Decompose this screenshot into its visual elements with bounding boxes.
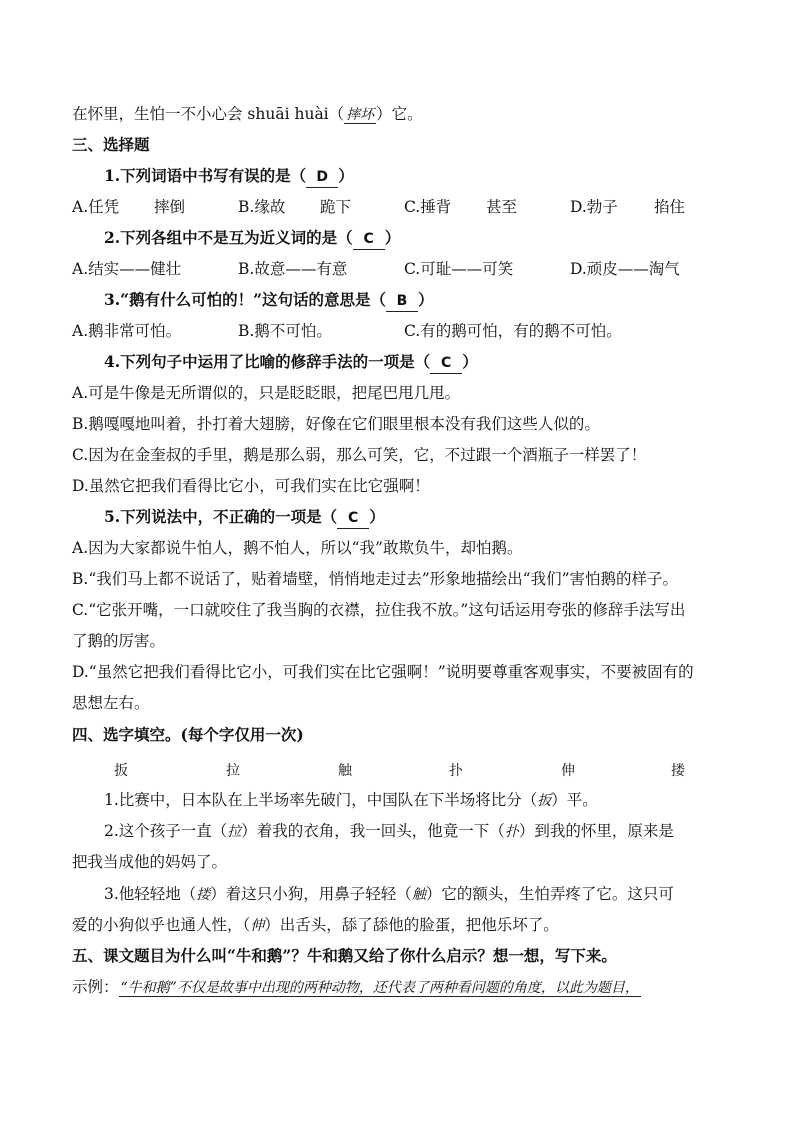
fill-sentence-2-cont: 把我当成他的妈妈了。	[72, 853, 228, 871]
answer-handwriting: 搂	[196, 887, 211, 903]
question-3: 3.“鹅有什么可怕的！”这句话的意思是（ B ）	[104, 290, 434, 312]
fill-sentence-1: 1.比赛中，日本队在上半场率先破门，中国队在下半场将比分（扳）平。	[104, 791, 598, 809]
answer-handwriting: 扑	[504, 824, 519, 840]
answer-blank: B	[386, 291, 418, 312]
section-title: 三、选择题	[72, 135, 150, 154]
fill-sentence-3-cont: 爱的小狗似乎也通人性，（伸）出舌头，舔了舔他的脸蛋，把他乐坏了。	[72, 916, 559, 934]
q4-option-b: B.鹅嘎嘎地叫着，扑打着大翅膀，好像在它们眼里根本没有我们这些人似的。	[72, 415, 600, 433]
answer-blank: C	[337, 508, 369, 529]
q5-option-a: A.因为大家都说牛怕人，鹅不怕人，所以“我”敢欺负牛，却怕鹅。	[72, 539, 523, 557]
answer-blank: D	[306, 167, 338, 188]
section-title: 四、选字填空。(每个字仅用一次)	[72, 725, 304, 744]
fill-sentence-2: 2.这个孩子一直（拉）着我的衣角，我一回头，他竟一下（扑）到我的怀里，原来是	[104, 822, 674, 840]
answer-blank: C	[353, 229, 385, 250]
answer-handwriting: 伸	[250, 918, 265, 934]
q4-option-c: C.因为在金奎叔的手里，鹅是那么弱，那么可笑，它，不过跟一个酒瓶子一样罢了！	[72, 446, 647, 464]
question-5: 5.下列说法中，不正确的一项是（ C ）	[104, 507, 385, 529]
answer-handwriting: 触	[411, 887, 426, 903]
q5-option-b: B.“我们马上都不说话了，贴着墙壁，悄悄地走过去”形象地描绘出“我们”害怕鹅的样子。	[72, 570, 679, 588]
answer-handwriting: 扳	[537, 793, 552, 809]
question-2: 2.下列各组中不是互为近义词的是（ C ）	[104, 228, 400, 250]
answer-handwriting: 摔坏	[346, 107, 375, 123]
example-answer: 示例： “牛和鹅”不仅是故事中出现的两种动物，还代表了两种看问题的角度，以此为题目，	[72, 978, 639, 996]
question-1: 1.下列词语中书写有误的是（ D ）	[104, 166, 354, 188]
answer-blank: C	[430, 353, 462, 374]
fill-sentence-3: 3.他轻轻地（搂）着这只小狗，用鼻子轻轻（触）它的额头，生怕弄疼了它。这只可	[104, 885, 674, 903]
q5-option-c-cont: 了鹅的厉害。	[72, 632, 166, 650]
q4-option-a: A.可是牛像是无所谓似的，只是眨眨眼，把尾巴甩几甩。	[72, 384, 461, 402]
q4-option-d: D.虽然它把我们看得比它小，可我们实在比它强啊！	[72, 477, 430, 495]
answer-handwriting: “牛和鹅”不仅是故事中出现的两种动物，还代表了两种看问题的角度，以此为题目，	[120, 980, 639, 996]
q5-option-d: D.“虽然它把我们看得比它小，可我们实在比它强啊！”说明要尊重客观事实，不要被固有的	[72, 663, 694, 681]
q5-option-c: C.“它张开嘴，一口就咬住了我当胸的衣襟，拉住我不放。”这句话运用夸张的修辞手法写出	[72, 601, 686, 619]
q5-option-d-cont: 思想左右。	[72, 694, 150, 712]
section-title: 五、课文题目为什么叫“牛和鹅”？牛和鹅又给了你什么启示？想一想，写下来。	[72, 946, 617, 965]
question-4: 4.下列句子中运用了比喻的修辞手法的一项是（ C ）	[104, 352, 478, 374]
answer-handwriting: 拉	[227, 824, 242, 840]
continuation-line: 在怀里，生怕一不小心会 shuāi huài（ 摔坏 ）它。	[72, 105, 423, 123]
